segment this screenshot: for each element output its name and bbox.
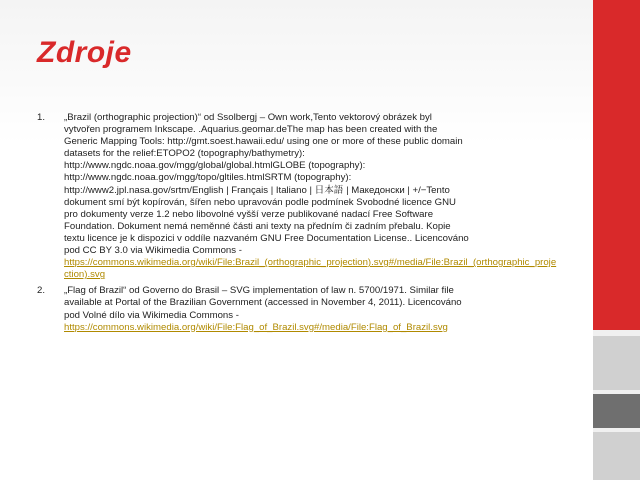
side-bar-red-segment <box>593 0 640 330</box>
side-bar-light-gray-segment-bottom <box>593 432 640 480</box>
reference-list <box>37 112 557 338</box>
reference-item <box>37 285 557 333</box>
reference-text: „Brazil (orthographic projection)“ od Ssolbergj – Own work,Tento vektorový obrázek byl vytvořen programem Inkscape. .Aquarius.geomar.deThe map has been created with the Generic Mapping Tools: http://gmt.soest.hawaii.edu/ using one or more of these public domain datasets for the relief:ETOPO2 (topography/bathymetry): http://www.ngdc.noaa.gov/mgg/global/global.htmlGLOBE (topography): http://www.ngdc.noaa.gov/mgg/topo/gltiles.htmlSRTM (topography): http://www2.jpl.nasa.gov/srtm/English | Français | Italiano | 日本語 | Македонски | +/−Tento dokument smí být kopírován, šířen nebo upravován podle podmínek Svobodné licence GNU pro dokumenty verze 1.2 nebo libovolné vyšší verze publikované nadací Free Software Foundation. Dokument nemá neměnné části ani texty na předním či zadním přebalu. Kopie textu licence je k dispozici v oddíle nazvaném GNU Free Documentation License.. Licencováno pod CC BY 3.0 via Wikimedia Commons - <box>64 112 469 257</box>
slide-title: Zdroje <box>37 36 132 69</box>
side-decoration-bar <box>593 0 640 480</box>
side-bar-light-gray-segment <box>593 336 640 390</box>
reference-text: „Flag of Brazil“ od Governo do Brasil – SVG implementation of law n. 5700/1971. Similar file available at Portal of the Brazilian Government (accessed in November 4, 2011). Licencováno pod Volné dílo via Wikimedia Commons - <box>64 285 462 321</box>
side-bar-dark-gray-segment <box>593 394 640 428</box>
reference-link[interactable]: https://commons.wikimedia.org/wiki/File:Brazil_(orthographic_projection).svg#/media/File:Brazil_(orthographic_projection).svg <box>64 257 557 281</box>
reference-item <box>37 112 557 281</box>
reference-link[interactable]: https://commons.wikimedia.org/wiki/File:Flag_of_Brazil.svg#/media/File:Flag_of_Brazil.svg <box>64 321 448 333</box>
reference-number: 1. <box>37 112 46 123</box>
reference-number: 2. <box>37 285 46 297</box>
